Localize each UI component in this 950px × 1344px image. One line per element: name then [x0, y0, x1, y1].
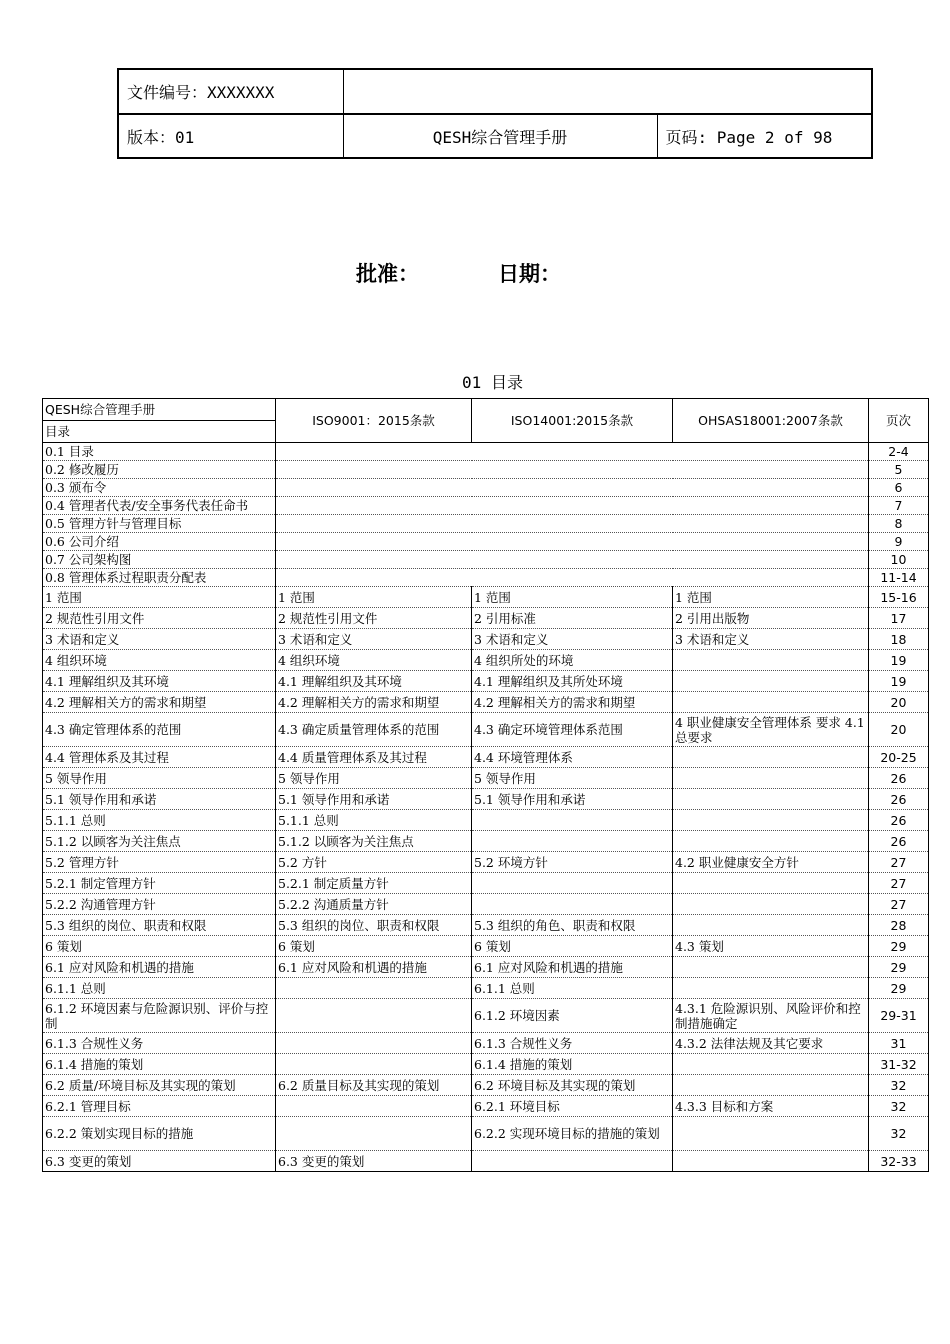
toc-item: 6.1 应对风险和机遇的措施	[43, 957, 276, 978]
toc-row	[43, 747, 929, 768]
toc-ohsas	[673, 873, 869, 894]
toc-page: 19	[869, 671, 929, 692]
toc-page: 20-25	[869, 747, 929, 768]
toc-page: 27	[869, 894, 929, 915]
toc-iso14001: 6 策划	[472, 936, 673, 957]
toc-iso9001: 5 领导作用	[276, 768, 472, 789]
toc-iso9001: 5.1 领导作用和承诺	[276, 789, 472, 810]
document-header	[117, 68, 873, 159]
toc-item: 4.1 理解组织及其环境	[43, 671, 276, 692]
toc-ohsas	[673, 1054, 869, 1075]
toc-item: 6.2.1 管理目标	[43, 1096, 276, 1117]
toc-item: 5.2.1 制定管理方针	[43, 873, 276, 894]
toc-iso9001: 4.3 确定质量管理体系的范围	[276, 713, 472, 747]
toc-row	[43, 936, 929, 957]
toc-page: 26	[869, 831, 929, 852]
toc-item: 4.2 理解相关方的需求和期望	[43, 692, 276, 713]
toc-iso9001: 5.3 组织的岗位、职责和权限	[276, 915, 472, 936]
toc-intro-row	[43, 461, 929, 479]
toc-row	[43, 1117, 929, 1151]
toc-ohsas: 4.3.1 危险源识别、风险评价和控制措施确定	[673, 999, 869, 1033]
toc-page: 26	[869, 810, 929, 831]
toc-row	[43, 831, 929, 852]
toc-iso9001: 6 策划	[276, 936, 472, 957]
toc-iso9001	[276, 1054, 472, 1075]
toc-iso9001	[276, 1117, 472, 1151]
toc-blank	[276, 497, 869, 515]
toc-iso9001: 4.4 质量管理体系及其过程	[276, 747, 472, 768]
toc-item: 4.4 管理体系及其过程	[43, 747, 276, 768]
toc-item: 6.1.4 措施的策划	[43, 1054, 276, 1075]
toc-iso9001: 4.2 理解相关方的需求和期望	[276, 692, 472, 713]
toc-item: 0.4 管理者代表/安全事务代表任命书	[43, 497, 276, 515]
toc-row	[43, 1151, 929, 1172]
toc-ohsas	[673, 671, 869, 692]
toc-page: 29	[869, 936, 929, 957]
toc-ohsas: 4 职业健康安全管理体系 要求 4.1 总要求	[673, 713, 869, 747]
toc-iso9001: 4 组织环境	[276, 650, 472, 671]
toc-iso9001: 4.1 理解组织及其环境	[276, 671, 472, 692]
toc-page: 20	[869, 692, 929, 713]
toc-ohsas	[673, 957, 869, 978]
toc-page: 32	[869, 1075, 929, 1096]
toc-heading: 01 目录	[462, 373, 523, 392]
toc-header-row	[43, 399, 929, 443]
version: 版本：01	[118, 114, 343, 158]
toc-item: 0.8 管理体系过程职责分配表	[43, 569, 276, 587]
toc-page: 17	[869, 608, 929, 629]
toc-iso14001: 5.3 组织的角色、职责和权限	[472, 915, 673, 936]
toc-intro-row	[43, 443, 929, 461]
header-toc: 目录	[45, 424, 71, 439]
toc-iso14001: 5.2 环境方针	[472, 852, 673, 873]
toc-ohsas: 1 范围	[673, 587, 869, 608]
toc-blank	[276, 551, 869, 569]
toc-row	[43, 713, 929, 747]
approve-label: 批准：	[356, 262, 419, 286]
toc-page: 32	[869, 1117, 929, 1151]
toc-row	[43, 587, 929, 608]
doc-number: 文件编号：XXXXXXX	[118, 69, 343, 114]
toc-row	[43, 1054, 929, 1075]
toc-row	[43, 1075, 929, 1096]
toc-row	[43, 1033, 929, 1054]
toc-ohsas	[673, 692, 869, 713]
manual-title: QESH综合管理手册	[343, 114, 657, 158]
toc-page: 31-32	[869, 1054, 929, 1075]
toc-ohsas: 3 术语和定义	[673, 629, 869, 650]
toc-row	[43, 852, 929, 873]
header-manual: QESH综合管理手册	[43, 399, 275, 421]
toc-ohsas	[673, 810, 869, 831]
toc-iso14001: 6.1 应对风险和机遇的措施	[472, 957, 673, 978]
toc-page: 29	[869, 957, 929, 978]
toc-page: 32	[869, 1096, 929, 1117]
toc-iso14001: 6.2.2 实现环境目标的措施的策划	[472, 1117, 673, 1151]
toc-item: 5.3 组织的岗位、职责和权限	[43, 915, 276, 936]
toc-blank	[276, 533, 869, 551]
toc-iso14001: 6.1.3 合规性义务	[472, 1033, 673, 1054]
toc-item: 5.1.2 以顾客为关注焦点	[43, 831, 276, 852]
toc-ohsas	[673, 894, 869, 915]
toc-iso14001: 4.3 确定环境管理体系范围	[472, 713, 673, 747]
toc-page: 29	[869, 978, 929, 999]
toc-row	[43, 810, 929, 831]
toc-page: 2-4	[869, 443, 929, 461]
toc-item: 6.1.2 环境因素与危险源识别、评价与控制	[43, 999, 276, 1033]
toc-intro-row	[43, 551, 929, 569]
toc-page: 31	[869, 1033, 929, 1054]
toc-item: 5.1.1 总则	[43, 810, 276, 831]
toc-intro-row	[43, 533, 929, 551]
toc-intro-row	[43, 569, 929, 587]
toc-ohsas	[673, 978, 869, 999]
toc-ohsas	[673, 747, 869, 768]
toc-iso14001	[472, 873, 673, 894]
toc-iso14001: 4.1 理解组织及其所处环境	[472, 671, 673, 692]
toc-row	[43, 915, 929, 936]
toc-iso14001: 6.1.4 措施的策划	[472, 1054, 673, 1075]
toc-page: 18	[869, 629, 929, 650]
header-blank	[343, 69, 872, 114]
toc-ohsas	[673, 789, 869, 810]
toc-row	[43, 671, 929, 692]
toc-iso14001	[472, 1151, 673, 1172]
toc-ohsas: 4.3.2 法律法规及其它要求	[673, 1033, 869, 1054]
toc-iso9001: 6.2 质量目标及其实现的策划	[276, 1075, 472, 1096]
toc-item: 5.2 管理方针	[43, 852, 276, 873]
toc-page: 29-31	[869, 999, 929, 1033]
toc-iso14001	[472, 831, 673, 852]
toc-page: 27	[869, 873, 929, 894]
toc-iso14001: 2 引用标准	[472, 608, 673, 629]
header-iso9001: ISO9001：2015条款	[276, 399, 472, 443]
page-number: 页码: Page 2 of 98	[657, 114, 872, 158]
header-page: 页次	[869, 399, 929, 443]
toc-ohsas: 4.3.3 目标和方案	[673, 1096, 869, 1117]
toc-iso14001	[472, 810, 673, 831]
toc-item: 6.2.2 策划实现目标的措施	[43, 1117, 276, 1151]
toc-ohsas	[673, 1117, 869, 1151]
toc-iso14001: 1 范围	[472, 587, 673, 608]
toc-item: 0.1 目录	[43, 443, 276, 461]
toc-iso14001: 5.1 领导作用和承诺	[472, 789, 673, 810]
toc-row	[43, 650, 929, 671]
toc-iso9001: 5.2.1 制定质量方针	[276, 873, 472, 894]
date-label: 日期：	[498, 262, 561, 286]
toc-iso9001: 2 规范性引用文件	[276, 608, 472, 629]
toc-ohsas	[673, 650, 869, 671]
toc-iso9001: 5.1.2 以顾客为关注焦点	[276, 831, 472, 852]
toc-iso9001: 3 术语和定义	[276, 629, 472, 650]
toc-page: 5	[869, 461, 929, 479]
toc-ohsas	[673, 831, 869, 852]
toc-row	[43, 608, 929, 629]
toc-item: 6.1.3 合规性义务	[43, 1033, 276, 1054]
toc-item: 4.3 确定管理体系的范围	[43, 713, 276, 747]
toc-ohsas: 2 引用出版物	[673, 608, 869, 629]
toc-page: 15-16	[869, 587, 929, 608]
toc-iso14001: 4.2 理解相关方的需求和期望	[472, 692, 673, 713]
header-iso14001: ISO14001:2015条款	[472, 399, 673, 443]
toc-ohsas	[673, 915, 869, 936]
toc-blank	[276, 443, 869, 461]
toc-table	[42, 398, 929, 1172]
toc-page: 11-14	[869, 569, 929, 587]
toc-item: 6.2 质量/环境目标及其实现的策划	[43, 1075, 276, 1096]
toc-ohsas	[673, 1151, 869, 1172]
toc-item: 5.2.2 沟通管理方针	[43, 894, 276, 915]
toc-page: 10	[869, 551, 929, 569]
toc-row	[43, 957, 929, 978]
toc-page: 20	[869, 713, 929, 747]
toc-item: 6.3 变更的策划	[43, 1151, 276, 1172]
toc-page: 9	[869, 533, 929, 551]
toc-page: 28	[869, 915, 929, 936]
toc-row	[43, 1096, 929, 1117]
toc-item: 2 规范性引用文件	[43, 608, 276, 629]
toc-intro-row	[43, 479, 929, 497]
toc-iso14001: 6.1.2 环境因素	[472, 999, 673, 1033]
header-manual-cell	[43, 399, 276, 443]
header-ohsas: OHSAS18001:2007条款	[673, 399, 869, 443]
toc-blank	[276, 515, 869, 533]
toc-item: 5.1 领导作用和承诺	[43, 789, 276, 810]
toc-row	[43, 978, 929, 999]
toc-row	[43, 629, 929, 650]
toc-item: 0.3 颁布令	[43, 479, 276, 497]
toc-item: 4 组织环境	[43, 650, 276, 671]
toc-iso9001: 6.3 变更的策划	[276, 1151, 472, 1172]
toc-page: 32-33	[869, 1151, 929, 1172]
toc-row	[43, 894, 929, 915]
toc-iso9001: 5.1.1 总则	[276, 810, 472, 831]
toc-iso9001	[276, 999, 472, 1033]
toc-iso9001: 1 范围	[276, 587, 472, 608]
toc-row	[43, 768, 929, 789]
toc-ohsas: 4.3 策划	[673, 936, 869, 957]
toc-iso14001	[472, 894, 673, 915]
toc-iso14001: 4.4 环境管理体系	[472, 747, 673, 768]
toc-iso9001	[276, 978, 472, 999]
toc-page: 26	[869, 768, 929, 789]
toc-item: 5 领导作用	[43, 768, 276, 789]
toc-intro-row	[43, 497, 929, 515]
toc-page: 26	[869, 789, 929, 810]
toc-page: 19	[869, 650, 929, 671]
toc-page: 8	[869, 515, 929, 533]
toc-row	[43, 873, 929, 894]
toc-ohsas	[673, 768, 869, 789]
toc-intro-row	[43, 515, 929, 533]
toc-iso14001: 5 领导作用	[472, 768, 673, 789]
toc-iso14001: 4 组织所处的环境	[472, 650, 673, 671]
toc-row	[43, 692, 929, 713]
toc-iso9001: 6.1 应对风险和机遇的措施	[276, 957, 472, 978]
toc-iso9001	[276, 1096, 472, 1117]
toc-blank	[276, 479, 869, 497]
toc-item: 0.6 公司介绍	[43, 533, 276, 551]
toc-ohsas: 4.2 职业健康安全方针	[673, 852, 869, 873]
toc-iso9001	[276, 1033, 472, 1054]
toc-page: 7	[869, 497, 929, 515]
toc-item: 0.2 修改履历	[43, 461, 276, 479]
toc-blank	[276, 569, 869, 587]
toc-ohsas	[673, 1075, 869, 1096]
toc-item: 3 术语和定义	[43, 629, 276, 650]
toc-blank	[276, 461, 869, 479]
toc-iso14001: 6.1.1 总则	[472, 978, 673, 999]
toc-page: 27	[869, 852, 929, 873]
toc-item: 0.5 管理方针与管理目标	[43, 515, 276, 533]
toc-iso14001: 3 术语和定义	[472, 629, 673, 650]
toc-iso9001: 5.2.2 沟通质量方针	[276, 894, 472, 915]
toc-item: 6.1.1 总则	[43, 978, 276, 999]
toc-page: 6	[869, 479, 929, 497]
toc-row	[43, 999, 929, 1033]
toc-item: 6 策划	[43, 936, 276, 957]
toc-iso9001: 5.2 方针	[276, 852, 472, 873]
toc-iso14001: 6.2 环境目标及其实现的策划	[472, 1075, 673, 1096]
toc-iso14001: 6.2.1 环境目标	[472, 1096, 673, 1117]
toc-row	[43, 789, 929, 810]
toc-item: 1 范围	[43, 587, 276, 608]
toc-item: 0.7 公司架构图	[43, 551, 276, 569]
